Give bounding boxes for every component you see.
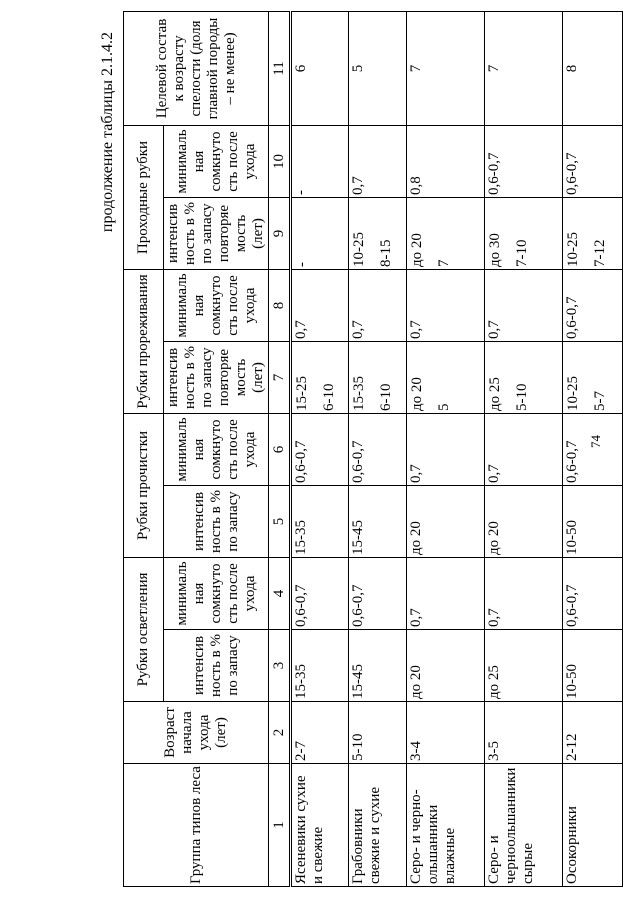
header-osvetleniya: Рубки осветления	[124, 558, 164, 702]
cell-c4: 0,6-0,7	[291, 558, 349, 630]
header-intensity-5: интенсив ность в % по запасу	[164, 486, 269, 558]
col-number: 5	[269, 486, 291, 558]
col-number: 9	[269, 197, 291, 269]
cell-c6: 0,6-0,7	[349, 414, 407, 486]
cell-c3: 15-45	[349, 630, 407, 702]
header-age: Возраст начала ухода (лет)	[124, 702, 269, 764]
header-intensity-9: интенсив ность в % по запасу повторяе мость (лет)	[164, 197, 269, 269]
cell-c5: 15-35	[291, 486, 349, 558]
cell-c10: 0,8	[407, 125, 485, 197]
cell-c8: 0,7	[291, 269, 349, 341]
table-row	[291, 11, 349, 886]
cell-c8: 0,7	[407, 269, 485, 341]
cell-group: Ясеневики сухие и свежие	[291, 764, 349, 887]
col-number: 6	[269, 414, 291, 486]
cell-c8: 0,6-0,7	[563, 269, 623, 341]
cell-c8: 0,7	[349, 269, 407, 341]
cell-c11: 7	[407, 11, 485, 125]
cell-age: 2-7	[291, 702, 349, 764]
cell-c9: 10-25 7-12	[563, 197, 623, 269]
rotated-page	[95, 17, 640, 887]
cell-c7: 15-25 6-10	[291, 342, 349, 414]
header-intensity-3: интенсив ность в % по запасу	[164, 630, 269, 702]
cell-c4: 0,7	[485, 558, 563, 630]
cell-c9: до 30 7-10	[485, 197, 563, 269]
cell-age: 3-5	[485, 702, 563, 764]
cell-c3: до 20	[407, 630, 485, 702]
cell-group: Грабовники свежие и сухие	[349, 764, 407, 887]
cell-c5: до 20	[485, 486, 563, 558]
cell-c9: -	[291, 197, 349, 269]
cell-c6: 0,6-0,7	[563, 414, 623, 486]
header-intensity-7: интенсив ность в % по запасу повторяе мость (лет)	[164, 342, 269, 414]
cell-age: 3-4	[407, 702, 485, 764]
header-target: Целевой состав к возрасту спелости (доля главной породы – не менее)	[124, 11, 269, 125]
forest-care-table	[123, 11, 623, 887]
cell-c10: 0,6-0,7	[485, 125, 563, 197]
cell-c3: 10-50	[563, 630, 623, 702]
cell-age: 2-12	[563, 702, 623, 764]
cell-age: 5-10	[349, 702, 407, 764]
header-prokhodnye: Проходные рубки	[124, 125, 164, 269]
cell-c3: 15-35	[291, 630, 349, 702]
cell-c11: 7	[485, 11, 563, 125]
cell-c10: -	[291, 125, 349, 197]
cell-c4: 0,6-0,7	[349, 558, 407, 630]
cell-c10: 0,7	[349, 125, 407, 197]
cell-c11: 5	[349, 11, 407, 125]
cell-c5: до 20	[407, 486, 485, 558]
cell-c3: до 25	[485, 630, 563, 702]
cell-c8: 0,7	[485, 269, 563, 341]
header-min-closure-4: минималь ная сомкнуто сть после ухода	[164, 558, 269, 630]
cell-c7: до 20 5	[407, 342, 485, 414]
col-number: 11	[269, 11, 291, 125]
cell-c5: 10-50	[563, 486, 623, 558]
cell-c9: 10-25 8-15	[349, 197, 407, 269]
cell-c10: 0,6-0,7	[563, 125, 623, 197]
table-caption: продолжение таблицы 2.1.4.2	[99, 32, 116, 233]
page-number: 74	[588, 435, 603, 448]
col-number: 2	[269, 702, 291, 764]
cell-c6: 0,7	[407, 414, 485, 486]
cell-group: Серо- и черно-ольшанники влажные	[407, 764, 485, 887]
header-min-closure-10: минималь ная сомкнуто сть после ухода	[164, 125, 269, 197]
col-number: 3	[269, 630, 291, 702]
column-numbers-row	[269, 11, 291, 886]
cell-c4: 0,7	[407, 558, 485, 630]
cell-c9: до 20 7	[407, 197, 485, 269]
table-row	[407, 11, 485, 886]
header-group: Группа типов леса	[124, 764, 269, 887]
col-number: 4	[269, 558, 291, 630]
col-number: 10	[269, 125, 291, 197]
cell-c5: 15-45	[349, 486, 407, 558]
cell-c11: 6	[291, 11, 349, 125]
cell-c7: до 25 5-10	[485, 342, 563, 414]
header-prorezhivaniya: Рубки прореживания	[124, 269, 164, 413]
header-min-closure-8: минималь ная сомкнуто сть после ухода	[164, 269, 269, 341]
header-prochistki: Рубки прочистки	[124, 414, 164, 558]
table-row	[485, 11, 563, 886]
header-min-closure-6: минималь ная сомкнуто сть после ухода	[164, 414, 269, 486]
cell-c6: 0,7	[485, 414, 563, 486]
cell-group: Осокорники	[563, 764, 623, 887]
table-row	[349, 11, 407, 886]
col-number: 1	[269, 764, 291, 887]
cell-group: Серо- и черноольшанники сырые	[485, 764, 563, 887]
cell-c4: 0,6-0,7	[563, 558, 623, 630]
table-row	[563, 11, 623, 886]
cell-c11: 8	[563, 11, 623, 125]
cell-c6: 0,6-0,7	[291, 414, 349, 486]
col-number: 8	[269, 269, 291, 341]
cell-c7: 15-35 6-10	[349, 342, 407, 414]
cell-c7: 10-25 5-7	[563, 342, 623, 414]
col-number: 7	[269, 342, 291, 414]
